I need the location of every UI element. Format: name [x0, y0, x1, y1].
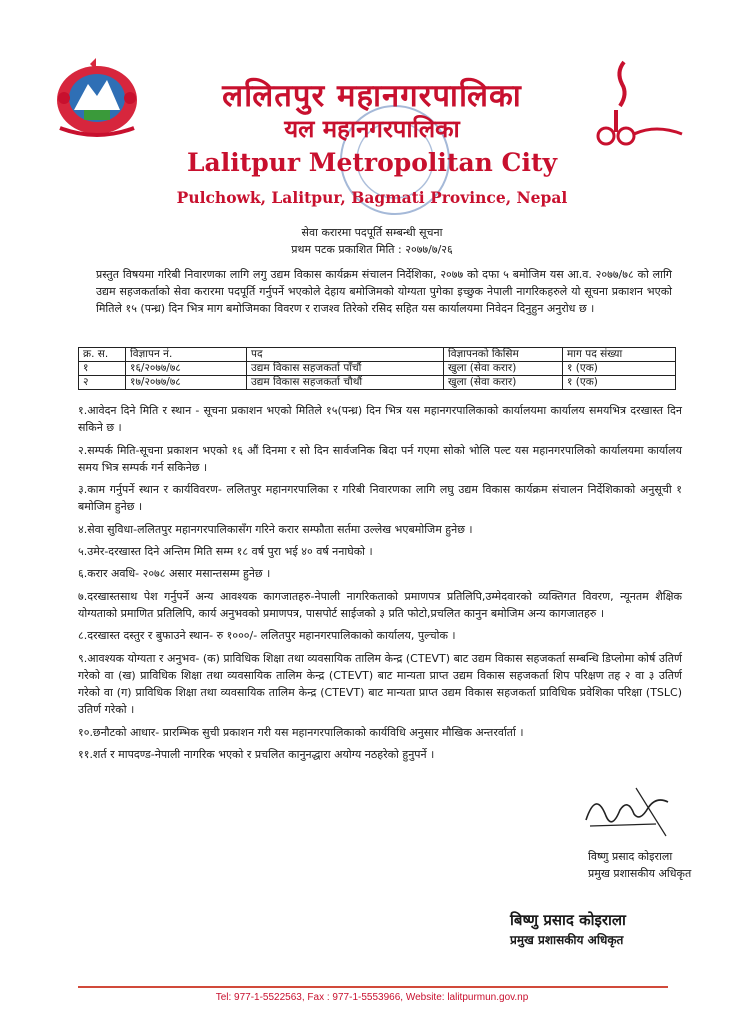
- list-item: ६.करार अवधि- २०७८ असार मसान्तसम्म हुनेछ ।: [78, 567, 271, 581]
- table-header-row: [79, 348, 676, 362]
- table-cell: २: [79, 376, 126, 390]
- table-cell: १ (एक): [563, 376, 676, 390]
- list-item: २.सम्पर्क मिति-सूचना प्रकाशन भएको १६ औं दिनमा र सो दिन सार्वजनिक बिदा पर्न गएमा सोको भोलि पल्ट यस महानगरपालिको कार्यालयमा कार्यालय समय भित्र सम्पर्क गर्न सकिनेछ ।: [78, 443, 682, 474]
- table-cell: १६/२०७७/७८: [126, 362, 247, 376]
- table-cell: उद्यम विकास सहजकर्ता पाँचौं: [247, 362, 444, 376]
- title-english: Lalitpur Metropolitan City: [186, 148, 558, 177]
- table-cell: १: [79, 362, 126, 376]
- footer-divider: [78, 986, 668, 988]
- notice-heading-block: [0, 224, 744, 258]
- table-cell: खुला (सेवा करार): [444, 376, 563, 390]
- list-item: ११.शर्त र मापदण्ड-नेपाली नागरिक भएको र प्रचलित कानुनद्धारा अयोग्य नठहरेको हुनुपर्ने ।: [78, 748, 435, 762]
- table-row: [79, 376, 676, 390]
- column-header: विज्ञापनको किसिम: [444, 348, 563, 362]
- list-item: १.आवेदन दिने मिति र स्थान - सूचना प्रकाशन भएको मितिले १५(पन्ध्र) दिन भित्र यस महानगरपालिकाको कार्यालयमा कार्यालय समयभित्र दरखास्त दिन सकिने छ ।: [78, 404, 682, 435]
- notice-heading: सेवा करारमा पदपूर्ति सम्बन्धी सूचना: [301, 226, 443, 239]
- table-cell: उद्यम विकास सहजकर्ता चौथौं: [247, 376, 444, 390]
- list-item: ३.काम गर्नुपर्ने स्थान र कार्यविवरण- ललितपुर महानगरपालिका र गरिबी निवारणका लागि लघु उद्यम विकास कार्यक्रम संचालन निर्देशिकाको अनुसूची १ बमोजिम हुनेछ ।: [78, 483, 682, 514]
- signatory-name: विष्णु प्रसाद कोइराला: [588, 850, 673, 863]
- vacancy-table: [78, 347, 676, 390]
- column-header: क्र. स.: [79, 348, 126, 362]
- name-stamp-block: [510, 910, 626, 950]
- column-header: पद: [247, 348, 444, 362]
- table-row: [79, 362, 676, 376]
- list-item: ९.आवश्यक योग्यता र अनुभव- (क) प्राविधिक शिक्षा तथा व्यवसायिक तालिम केन्द्र (CTEVT) बाट उद्यम विकास सहजकर्ता सम्बन्धि डिप्लोमा कोर्ष उतिर्ण गरेको वा (ख) प्राविधिक शिक्षा तथा व्यवसायिक तालिम केन्द्र (CTEVT) बाट मान्यता प्राप्त उद्यम विकास सहजकर्ता शिप परिक्षण तह २ वा ३ उतिर्ण गरेको वा (ग) प्राविधिक शिक्षा तथा व्यवसायिक तालिम केन्द्र (CTEVT) बाट मान्यता प्राप्त उद्यम विकास सहजकर्ता प्राविधिक प्रवेशिका परिक्षा (TSLC) उतिर्ण गरेको ।: [78, 651, 682, 717]
- table-cell: १७/२०७७/७८: [126, 376, 247, 390]
- list-item: ८.दरखास्त दस्तुर र बुफाउने स्थान- रु १०००/- ललितपुर महानगरपालिकाको कार्यालय, पुल्चोक ।: [78, 629, 456, 643]
- title-nepali: ललितपुर महानगरपालिका: [222, 78, 522, 114]
- stamp-title: प्रमुख प्रशासकीय अधिकृत: [510, 933, 624, 947]
- column-header: विज्ञापन नं.: [126, 348, 247, 362]
- list-item: ५.उमेर-दरखास्त दिने अन्तिम मिति सम्म १८ वर्ष पुरा भई ४० वर्ष ननाघेको ।: [78, 545, 373, 559]
- table-cell: खुला (सेवा करार): [444, 362, 563, 376]
- handwritten-signature-icon: [576, 780, 676, 840]
- published-date: प्रथम पटक प्रकाशित मिति : २०७७/७/२६: [291, 243, 453, 256]
- table-cell: १ (एक): [563, 362, 676, 376]
- notice-items-list: [78, 402, 682, 768]
- column-header: माग पद संख्या: [563, 348, 676, 362]
- title-newari: यल महानगरपालिका: [284, 115, 460, 143]
- intro-paragraph: प्रस्तुत विषयमा गरिबी निवारणका लागि लगु उद्यम विकास कार्यक्रम संचालन निर्देशिका, २०७७ को दफा ५ बमोजिम यस आ.व. २०७७/७८ को लागि उद्यम सहजकर्ताको सेवा करारमा पदपूर्ति गर्नुपर्ने भएकोले देहाय बमोजिमको योग्यता पुगेका इच्छुक नेपाली नागरिकहरुले यो सूचना प्रकाशन भएको मितिले १५ (पन्ध्र) दिन भित्र माग बमोजिमका विवरण र राजश्व तिरेको रसिद सहित यस कार्यालयमा निवेदन दिनुहुन अनुरोध छ ।: [96, 268, 672, 315]
- list-item: १०.छनौटको आधार- प्रारम्भिक सुची प्रकाशन गरी यस महानगरपालिकाको कार्यविधि अनुसार मौखिक अन्तरर्वार्ता ।: [78, 725, 524, 739]
- footer-contact: Tel: 977-1-5522563, Fax : 977-1-5553966, Website: lalitpurmun.gov.np: [215, 992, 529, 1003]
- list-item: ७.दरखास्तसाथ पेश गर्नुपर्ने अन्य आवश्यक कागजातहरु-नेपाली नागरिकताको प्रमाणपत्र प्रतिलिपि,उम्मेदवारको व्यक्तिगत विवरण, न्यूनतम शैक्षिक योग्यताको प्रमाणित प्रतिलिपि, कार्य अनुभवको प्रमाणपत्र, पासपोर्ट साईजको ३ प्रति फोटो,प्रचलित कानुन बमोजिम अन्य कागजातहरु ।: [78, 589, 682, 620]
- signatory-title: प्रमुख प्रशासकीय अधिकृत: [588, 867, 692, 880]
- list-item: ४.सेवा सुविधा-ललितपुर महानगरपालिकासँग गरिने करार सम्फौता सर्तमा उल्लेख भएबमोजिम हुनेछ ।: [78, 522, 473, 536]
- address: Pulchowk, Lalitpur, Bagmati Province, Nepal: [176, 188, 568, 207]
- stamp-name: बिष्णु प्रसाद कोइराला: [510, 911, 626, 929]
- signatory-block: [588, 848, 691, 882]
